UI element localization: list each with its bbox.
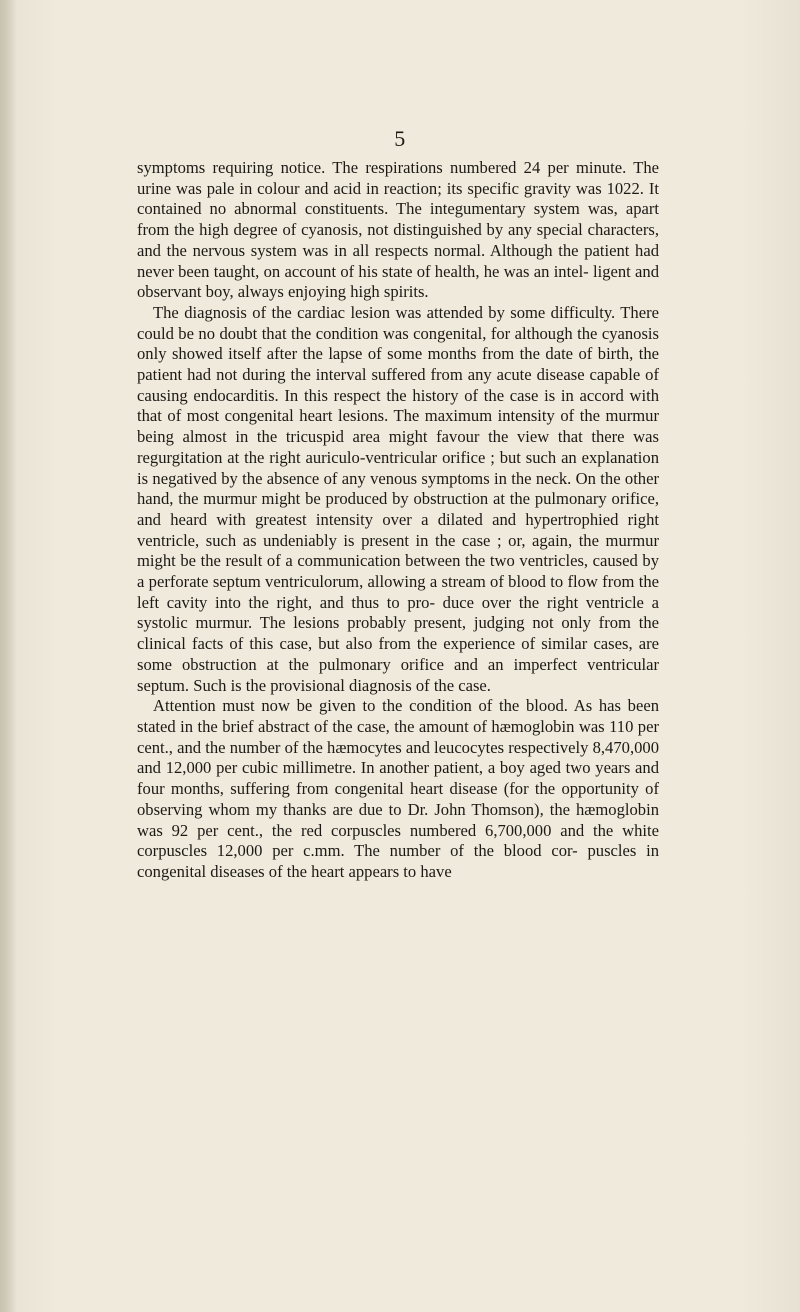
- page-number: 5: [394, 126, 406, 151]
- binding-shadow: [0, 0, 16, 1312]
- body-text: [137, 158, 659, 883]
- paragraph-continued: symptoms requiring notice. The respirations numbered 24 per minute. The urine was pale in colour and acid in reaction; its specific gravity was 1022. It contained no abnormal constituents. The integumentary system was, apart from the high degree of cyanosis, not distinguished by any special characters, and the nervous system was in all respects normal. Although the patient had never been taught, on account of his state of health, he was an intel- ligent and observant boy, always enjoying high spirits.: [137, 158, 659, 302]
- paragraph-diagnosis: The diagnosis of the cardiac lesion was attended by some difficulty. There could be no doubt that the condition was congenital, for although the cyanosis only showed itself after the lapse of some months from the date of birth, the patient had not during the interval suffered from any acute disease capable of causing endocarditis. In this respect the history of the case is in accord with that of most congenital heart lesions. The maximum intensity of the murmur being almost in the tricuspid area might favour the view that there was regurgitation at the right auriculo-ventricular orifice ; but such an explanation is negatived by the absence of any venous symptoms in the neck. On the other hand, the murmur might be produced by obstruction at the pulmonary orifice, and heard with greatest intensity over a dilated and hypertrophied right ventricle, such as undeniably is present in the case ; or, again, the murmur might be the result of a communication between the two ventricles, caused by a perforate septum ventriculorum, allowing a stream of blood to flow from the left cavity into the right, and thus to pro- duce over the right ventricle a systolic murmur. The lesions probably present, judging not only from the clinical facts of this case, but also from the experience of similar cases, are some obstruction at the pulmonary orifice and an imperfect ventricular septum. Such is the provisional diagnosis of the case.: [137, 302, 659, 695]
- paragraph-blood-condition: Attention must now be given to the condition of the blood. As has been stated in the brief abstract of the case, the amount of hæmoglobin was 110 per cent., and the number of the hæmocytes and leucocytes respectively 8,470,000 and 12,000 per cubic millimetre. In another patient, a boy aged two years and four months, suffering from congenital heart disease (for the opportunity of observing whom my thanks are due to Dr. John Thomson), the hæmoglobin was 92 per cent., the red corpuscles numbered 6,700,000 and the white corpuscles 12,000 per c.mm. The number of the blood cor- puscles in congenital diseases of the heart appears to have: [137, 696, 659, 881]
